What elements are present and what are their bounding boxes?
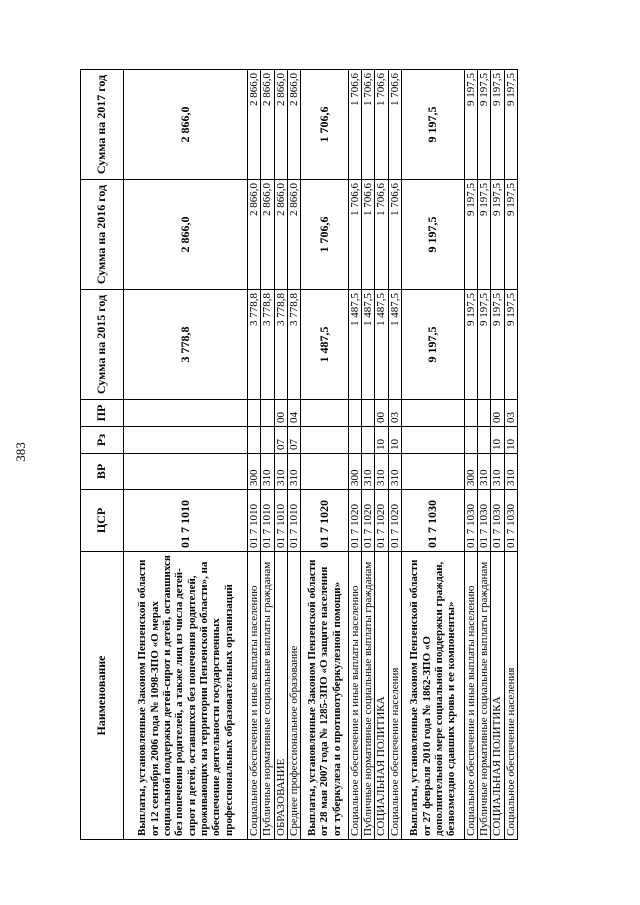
cell-rz (464, 427, 477, 454)
cell-pr: 03 (388, 400, 401, 427)
cell-2015: 9 197,5 (464, 290, 477, 400)
cell-pr (402, 400, 465, 427)
cell-2015: 1 487,5 (375, 290, 388, 400)
cell-pr: 00 (274, 400, 287, 427)
cell-2015: 9 197,5 (478, 290, 491, 400)
cell-pr: 00 (375, 400, 388, 427)
cell-pr: 03 (504, 400, 517, 427)
cell-vr: 300 (248, 454, 261, 490)
cell-rz (248, 427, 261, 454)
cell-name: Социальное обеспечение и иные выплаты населению (464, 552, 477, 840)
cell-name: СОЦИАЛЬНАЯ ПОЛИТИКА (491, 552, 504, 840)
cell-2017: 1 706,6 (301, 70, 348, 180)
cell-vr: 310 (388, 454, 401, 490)
table-row (261, 70, 274, 840)
cell-vr: 300 (464, 454, 477, 490)
cell-2017: 2 866,0 (124, 70, 248, 180)
cell-vr (301, 454, 348, 490)
cell-rz: 10 (388, 427, 401, 454)
cell-2016: 9 197,5 (504, 180, 517, 290)
table-row (478, 70, 491, 840)
cell-2017: 2 866,0 (274, 70, 287, 180)
cell-name: Публичные нормативные социальные выплаты гражданам (261, 552, 274, 840)
cell-2016: 9 197,5 (478, 180, 491, 290)
cell-rz (362, 427, 375, 454)
cell-csr: 01 7 1010 (288, 490, 301, 552)
cell-2015: 3 778,8 (248, 290, 261, 400)
cell-name: Публичные нормативные социальные выплаты гражданам (362, 552, 375, 840)
cell-csr: 01 7 1010 (124, 490, 248, 552)
cell-2017: 1 706,6 (348, 70, 361, 180)
cell-2015: 3 778,8 (261, 290, 274, 400)
cell-pr (348, 400, 361, 427)
cell-2017: 1 706,6 (362, 70, 375, 180)
cell-pr (301, 400, 348, 427)
cell-2016: 9 197,5 (464, 180, 477, 290)
cell-name: ОБРАЗОВАНИЕ (274, 552, 287, 840)
cell-2017: 9 197,5 (402, 70, 465, 180)
table-row (504, 70, 517, 840)
cell-vr: 310 (375, 454, 388, 490)
table-row (288, 70, 301, 840)
header-2016: Сумма на 2016 год (81, 180, 124, 290)
cell-csr: 01 7 1010 (261, 490, 274, 552)
cell-name: Социальное обеспечение и иные выплаты населению (348, 552, 361, 840)
table-row (362, 70, 375, 840)
cell-pr: 00 (491, 400, 504, 427)
header-rz: Рз (81, 427, 124, 454)
cell-csr: 01 7 1020 (348, 490, 361, 552)
cell-rz: 10 (375, 427, 388, 454)
cell-name: Публичные нормативные социальные выплаты гражданам (478, 552, 491, 840)
cell-vr (124, 454, 248, 490)
cell-2015: 9 197,5 (491, 290, 504, 400)
cell-vr: 310 (288, 454, 301, 490)
cell-pr (261, 400, 274, 427)
cell-2015: 9 197,5 (402, 290, 465, 400)
cell-pr (248, 400, 261, 427)
cell-2016: 1 706,6 (362, 180, 375, 290)
cell-2015: 1 487,5 (362, 290, 375, 400)
cell-name: СОЦИАЛЬНАЯ ПОЛИТИКА (375, 552, 388, 840)
cell-rz: 10 (491, 427, 504, 454)
cell-rz (478, 427, 491, 454)
cell-2016: 2 866,0 (248, 180, 261, 290)
cell-2015: 3 778,8 (274, 290, 287, 400)
cell-csr: 01 7 1020 (375, 490, 388, 552)
cell-2017: 9 197,5 (491, 70, 504, 180)
cell-2017: 2 866,0 (248, 70, 261, 180)
cell-name: Социальное обеспечение населения (388, 552, 401, 840)
table-row (248, 70, 261, 840)
cell-csr: 01 7 1020 (301, 490, 348, 552)
cell-2017: 2 866,0 (261, 70, 274, 180)
cell-rz (261, 427, 274, 454)
cell-2015: 9 197,5 (504, 290, 517, 400)
cell-pr (362, 400, 375, 427)
cell-name: Выплаты, установленные Законом Пензенской области от 12 сентября 2006 года № 1098-ЗПО «О мерах социальной поддержки детей-сирот и детей, оставшихся без попечения родителей, а также лиц из числа детей-сирот и детей, оставшихся без попечения родителей, проживающих на территории Пензенской области», на обеспечение деятельности государственных профессиональных образовательных организаций (124, 552, 248, 840)
cell-vr: 310 (504, 454, 517, 490)
cell-pr (464, 400, 477, 427)
budget-table (80, 69, 518, 840)
cell-2017: 1 706,6 (388, 70, 401, 180)
header-2017: Сумма на 2017 год (81, 70, 124, 180)
cell-csr: 01 7 1010 (274, 490, 287, 552)
cell-2016: 9 197,5 (491, 180, 504, 290)
cell-2015: 3 778,8 (288, 290, 301, 400)
cell-csr: 01 7 1030 (491, 490, 504, 552)
cell-name: Среднее профессиональное образование (288, 552, 301, 840)
cell-2016: 1 706,6 (375, 180, 388, 290)
cell-pr (478, 400, 491, 427)
cell-pr (124, 400, 248, 427)
cell-rz (301, 427, 348, 454)
cell-csr: 01 7 1030 (464, 490, 477, 552)
cell-rz (124, 427, 248, 454)
table-header-row (81, 70, 124, 840)
cell-rz: 07 (288, 427, 301, 454)
cell-vr: 310 (478, 454, 491, 490)
cell-pr: 04 (288, 400, 301, 427)
cell-2017: 9 197,5 (464, 70, 477, 180)
table-row (375, 70, 388, 840)
header-pr: ПР (81, 400, 124, 427)
cell-rz (348, 427, 361, 454)
cell-2016: 1 706,6 (348, 180, 361, 290)
cell-vr: 310 (261, 454, 274, 490)
cell-2016: 2 866,0 (288, 180, 301, 290)
cell-csr: 01 7 1020 (388, 490, 401, 552)
table-row (464, 70, 477, 840)
budget-table-rotated (80, 70, 518, 840)
cell-vr: 310 (491, 454, 504, 490)
cell-name: Выплаты, установленные Законом Пензенской области от 27 февраля 2010 года № 1862-ЗПО «О дополнительной мере социальной поддержки граждан, безвозмездно сдавших кровь и ее компоненты» (402, 552, 465, 840)
cell-vr: 300 (348, 454, 361, 490)
cell-2016: 2 866,0 (124, 180, 248, 290)
cell-name: Социальное обеспечение и иные выплаты населению (248, 552, 261, 840)
cell-2017: 9 197,5 (504, 70, 517, 180)
cell-vr: 310 (274, 454, 287, 490)
page-number: 383 (13, 442, 28, 462)
cell-csr: 01 7 1020 (362, 490, 375, 552)
header-name: Наименование (81, 552, 124, 840)
cell-vr (402, 454, 465, 490)
table-row (491, 70, 504, 840)
cell-name: Социальное обеспечение населения (504, 552, 517, 840)
table-row (402, 70, 465, 840)
cell-2017: 1 706,6 (375, 70, 388, 180)
table-row (124, 70, 248, 840)
cell-2015: 3 778,8 (124, 290, 248, 400)
cell-2015: 1 487,5 (348, 290, 361, 400)
header-vr: ВР (81, 454, 124, 490)
table-row (348, 70, 361, 840)
cell-2017: 9 197,5 (478, 70, 491, 180)
table-row (388, 70, 401, 840)
cell-csr: 01 7 1030 (504, 490, 517, 552)
cell-2016: 1 706,6 (301, 180, 348, 290)
cell-2016: 2 866,0 (261, 180, 274, 290)
table-row (274, 70, 287, 840)
cell-csr: 01 7 1030 (478, 490, 491, 552)
cell-2015: 1 487,5 (388, 290, 401, 400)
header-csr: ЦСР (81, 490, 124, 552)
cell-2016: 2 866,0 (274, 180, 287, 290)
cell-2016: 9 197,5 (402, 180, 465, 290)
cell-csr: 01 7 1010 (248, 490, 261, 552)
cell-csr: 01 7 1030 (402, 490, 465, 552)
cell-rz: 07 (274, 427, 287, 454)
cell-2015: 1 487,5 (301, 290, 348, 400)
cell-vr: 310 (362, 454, 375, 490)
cell-2017: 2 866,0 (288, 70, 301, 180)
cell-2016: 1 706,6 (388, 180, 401, 290)
table-row (301, 70, 348, 840)
header-2015: Сумма на 2015 год (81, 290, 124, 400)
cell-rz: 10 (504, 427, 517, 454)
cell-name: Выплаты, установленные Законом Пензенской области от 28 мая 2007 года № 1285-ЗПО «О защите населения от туберкулеза и о противотуберкулезной помощи» (301, 552, 348, 840)
cell-rz (402, 427, 465, 454)
